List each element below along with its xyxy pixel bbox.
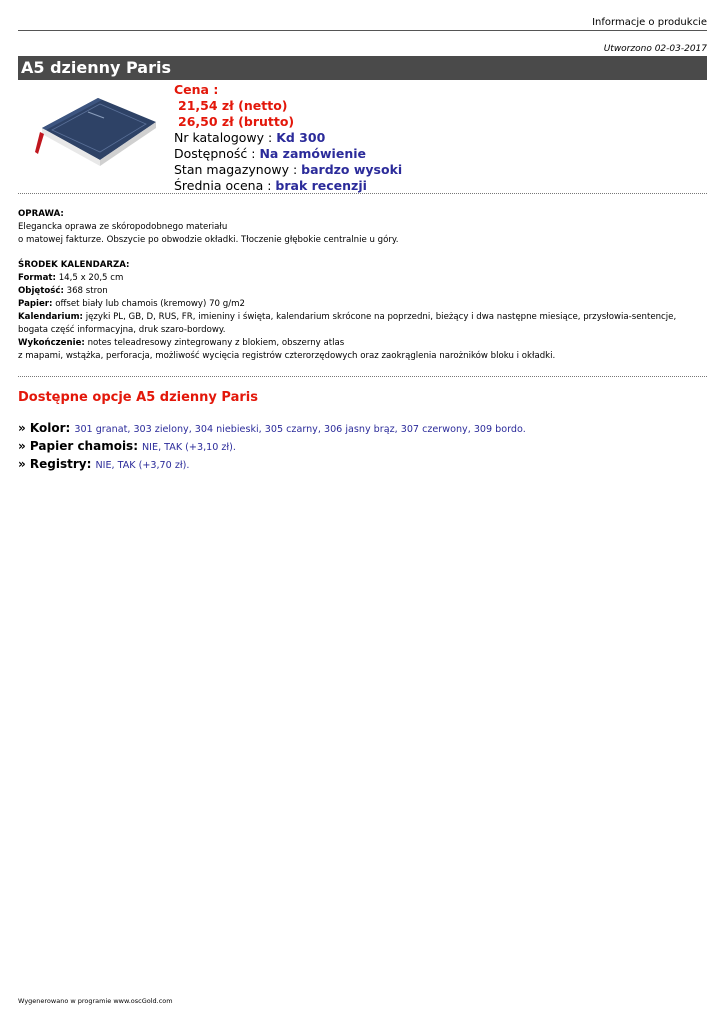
cover-line-1: Elegancka oprawa ze skóropodobnego materiału <box>18 222 228 232</box>
header-divider <box>18 30 707 31</box>
option-registers-label: » Registry: <box>18 457 92 471</box>
planner-book-image <box>28 92 168 174</box>
price-label: Cena : <box>174 82 219 97</box>
product-title: A5 dzienny Paris <box>18 56 707 80</box>
catalog-value: Kd 300 <box>276 130 326 145</box>
section-heading: Informacje o produkcie <box>592 17 707 28</box>
calendar-label: Kalendarium: <box>18 312 83 322</box>
volume-label: Objętość: <box>18 286 64 296</box>
created-date: Utworzono 02-03-2017 <box>603 44 707 54</box>
option-paper-label: » Papier chamois: <box>18 439 138 453</box>
product-info <box>174 82 402 194</box>
inside-heading: ŚRODEK KALENDARZA: <box>18 260 130 270</box>
calendar-value-2: bogata część informacyjna, druk szaro-bordowy. <box>18 325 226 335</box>
catalog-label: Nr katalogowy : <box>174 130 277 145</box>
availability-row <box>174 146 402 162</box>
options-list <box>18 420 526 474</box>
option-color <box>18 420 526 438</box>
price-net: 21,54 zł (netto) <box>178 98 288 113</box>
volume-value: 368 stron <box>63 286 108 296</box>
rating-label: Średnia ocena : <box>174 178 276 193</box>
stock-row <box>174 162 402 178</box>
stock-label: Stan magazynowy : <box>174 162 302 177</box>
stock-value: bardzo wysoki <box>301 162 403 177</box>
paper-label: Papier: <box>18 299 53 309</box>
options-title: Dostępne opcje A5 dzienny Paris <box>18 390 258 405</box>
option-color-label: » Kolor: <box>18 421 71 435</box>
divider-bottom <box>18 376 707 377</box>
rating-value: brak recenzji <box>275 178 367 193</box>
product-description <box>18 208 708 363</box>
footer-text: Wygenerowano w programie www.oscGold.com <box>18 997 173 1005</box>
availability-value: Na zamówienie <box>259 146 366 161</box>
cover-heading: OPRAWA: <box>18 209 64 219</box>
cover-line-2: o matowej fakturze. Obszycie po obwodzie okładki. Tłoczenie głębokie centralnie u góry. <box>18 235 399 245</box>
format-value: 14,5 x 20,5 cm <box>55 273 124 283</box>
finish-label: Wykończenie: <box>18 338 85 348</box>
finish-value: notes teleadresowy zintegrowany z blokiem, obszerny atlas <box>84 338 345 348</box>
rating-row <box>174 178 402 194</box>
divider-top <box>18 193 707 194</box>
option-paper <box>18 438 526 456</box>
format-label: Format: <box>18 273 56 283</box>
option-paper-value: NIE, TAK (+3,10 zł). <box>142 442 236 453</box>
option-color-value: 301 granat, 303 zielony, 304 niebieski, 305 czarny, 306 jasny brąz, 307 czerwony, 309 bordo. <box>74 424 526 435</box>
price-gross: 26,50 zł (brutto) <box>178 114 295 129</box>
catalog-row <box>174 130 402 146</box>
availability-label: Dostępność : <box>174 146 260 161</box>
option-registers <box>18 456 526 474</box>
paper-value: offset biały lub chamois (kremowy) 70 g/m2 <box>52 299 245 309</box>
calendar-value: języki PL, GB, D, RUS, FR, imieniny i święta, kalendarium skrócone na poprzedni, bieżący i dwa następne miesiące, przysłowia-sentencje, <box>83 312 677 322</box>
option-registers-value: NIE, TAK (+3,70 zł). <box>95 460 190 471</box>
finish-value-2: z mapami, wstążka, perforacja, możliwość wycięcia registrów czterorzędowych oraz zaokrąglenia narożników bloku i okładki. <box>18 351 556 361</box>
